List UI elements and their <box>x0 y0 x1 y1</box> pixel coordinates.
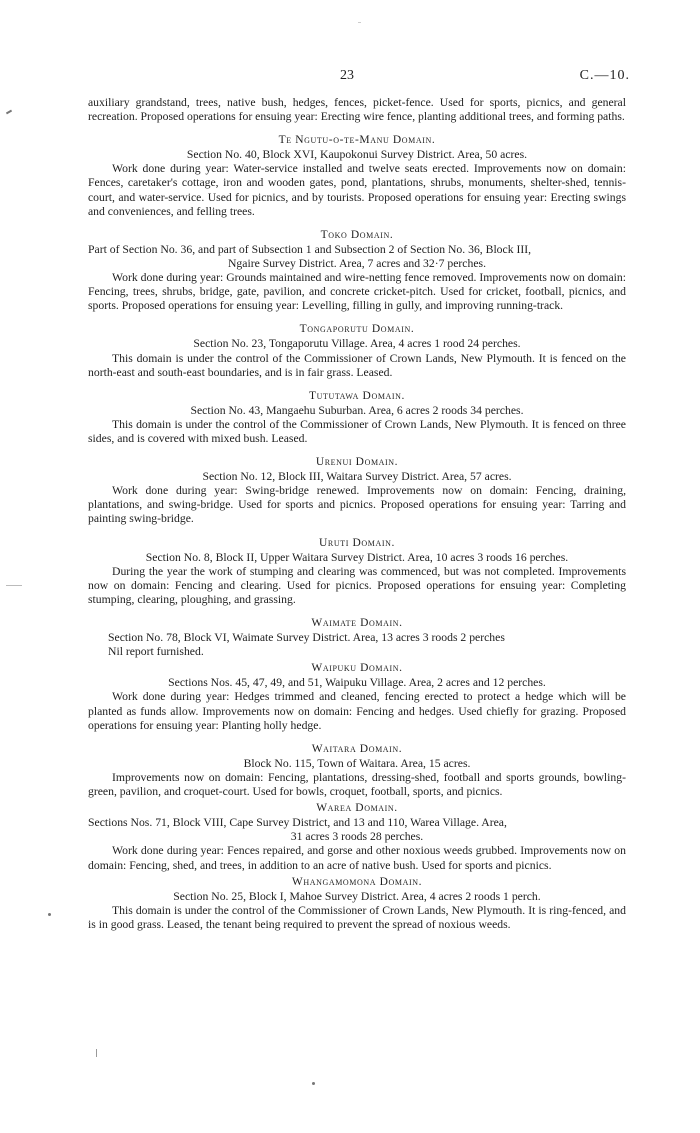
content <box>88 96 626 932</box>
domain-body: Work done during year: Hedges trimmed and cleaned, fencing erected to protect a hedge which will be planted as funds allow. Improvements now on domain: Fencing and hedges. Used chiefly for grazing. Proposed operations for ensuing year: Planting holly hedge. <box>88 690 626 732</box>
domain-section: Section No. 43, Mangaehu Suburban. Area, 6 acres 2 roods 34 perches. <box>190 403 524 417</box>
margin-mark <box>48 913 51 916</box>
domain-title: Waimate Domain. <box>311 617 403 629</box>
margin-mark <box>6 585 22 586</box>
margin-mark <box>312 1082 315 1085</box>
domain-body: Work done during year: Fences repaired, and gorse and other noxious weeds grubbed. Improvements now on domain: Fencing, shed, and trees, in addition to an acre of native bush. Used for sports and picnics. <box>88 844 626 872</box>
domain-body: Work done during year: Swing-bridge renewed. Improvements now on domain: Fencing, draining, plantations, and swing-bridge. Used for sports and picnics. Proposed operations for ensuing year: Tarring and painting swing-bridge. <box>88 484 626 526</box>
domain-body: This domain is under the control of the Commissioner of Crown Lands, New Plymouth. It is fenced on three sides, and is covered with mixed bush. Leased. <box>88 417 626 445</box>
domain-section: Section No. 12, Block III, Waitara Survey District. Area, 57 acres. <box>202 470 512 484</box>
domain-entry <box>88 742 626 799</box>
domain-body: This domain is under the control of the Commissioner of Crown Lands, New Plymouth. It is fenced on the north-east and south-east boundaries, and is in fair grass. Leased. <box>88 351 626 379</box>
domain-section: Part of Section No. 36, and part of Subsection 1 and Subsection 2 of Section No. 36, Block III, <box>88 242 532 256</box>
domain-title: Urenui Domain. <box>315 456 399 469</box>
domain-title: Waipuku Domain. <box>311 662 403 675</box>
domain-body: Nil report furnished. <box>108 645 204 659</box>
domain-section: Section No. 25, Block I, Mahoe Survey District. Area, 4 acres 2 roods 1 perch. <box>173 889 541 903</box>
domain-title: Toko Domain. <box>320 228 394 241</box>
domain-body: Improvements now on domain: Fencing, plantations, dressing-shed, football and sports grounds, bowling-green, pavilion, and croquet-court. Used for bowls, croquet, football, sports, and picnics. <box>88 770 626 799</box>
domain-entry <box>88 875 626 932</box>
domain-body: During the year the work of stumping and clearing was commenced, but was not completed. Improvements now on domain: Fencing and clearing. Used for picnics. Proposed operations for ensuing year: Completing stumping, clearing, ploughing, and grassing. <box>88 564 626 606</box>
domain-entry <box>88 616 626 659</box>
domain-entry <box>88 536 626 607</box>
domain-entry <box>88 455 626 526</box>
domain-entry <box>88 322 626 379</box>
domain-body: Work done during year: Grounds maintained and wire-netting fence removed. Improvements now on domain: Fencing, trees, shrubs, bridge, gate, pavilion, and concrete cricket-pitch. Used for cricket, football, picnics, and sports. Proposed operations for ensuing year: Levelling, filling in gully, and improving running-track. <box>88 271 626 313</box>
page-number: 23 <box>340 68 354 83</box>
domain-section: Sections Nos. 45, 47, 49, and 51, Waipuku Village. Area, 2 acres and 12 perches. <box>168 676 546 690</box>
domain-body: Work done during year: Water-service installed and twelve seats erected. Improvements now on domain: Fences, caretaker's cottage, iron and wooden gates, pond, plantations, shrubs, monuments, shelter-shed, tennis-court, and water-service. Used for picnics, and by tourists. Proposed operations for ensuing year: Erecting swings and conveniences, and felling trees. <box>88 162 626 218</box>
domain-entry <box>88 389 626 446</box>
domain-section: Block No. 115, Town of Waitara. Area, 15 acres. <box>243 756 471 770</box>
domain-title: Te Ngutu-o-te-Manu Domain. <box>278 134 436 147</box>
domain-section: Section No. 8, Block II, Upper Waitara Survey District. Area, 10 acres 3 roods 16 perches. <box>145 550 569 564</box>
domain-section: Section No. 78, Block VI, Waimate Survey District. Area, 13 acres 3 roods 2 perches <box>108 631 505 645</box>
margin-mark <box>358 22 361 23</box>
document-reference: C.—10. <box>579 68 630 83</box>
domain-title: Tongaporutu Domain. <box>299 323 415 336</box>
domain-section-continued: 31 acres 3 roods 28 perches. <box>290 830 424 844</box>
domain-section: Sections Nos. 71, Block VIII, Cape Survey District, and 13 and 110, Warea Village. Area, <box>88 816 507 830</box>
domain-entry <box>88 801 626 872</box>
domain-section: Section No. 40, Block XVI, Kaupokonui Survey District. Area, 50 acres. <box>186 148 528 162</box>
margin-mark <box>96 1049 97 1057</box>
domain-title: Whangamomona Domain. <box>291 875 423 888</box>
domain-title: Tututawa Domain. <box>308 389 406 402</box>
domain-section: Section No. 23, Tongaporutu Village. Area, 4 acres 1 rood 24 perches. <box>193 337 521 351</box>
domain-title: Warea Domain. <box>316 802 398 815</box>
domain-title: Uruti Domain. <box>319 536 395 549</box>
domain-entry <box>88 133 626 219</box>
domain-section-continued: Ngaire Survey District. Area, 7 acres and 32·7 perches. <box>227 256 486 270</box>
domain-entry <box>88 661 626 732</box>
margin-mark <box>6 110 12 115</box>
domain-title: Waitara Domain. <box>311 742 403 755</box>
intro-paragraph: auxiliary grandstand, trees, native bush, hedges, fences, picket-fence. Used for sports, picnics, and general recreation. Proposed operations for ensuing year: Erecting wire fence, planting additional trees, and forming paths. <box>88 96 626 124</box>
domain-entry <box>88 228 626 314</box>
domain-body: This domain is under the control of the Commissioner of Crown Lands, New Plymouth. It is ring-fenced, and is in good grass. Leased, the tenant being required to prevent the spread of noxious weeds. <box>88 903 626 931</box>
